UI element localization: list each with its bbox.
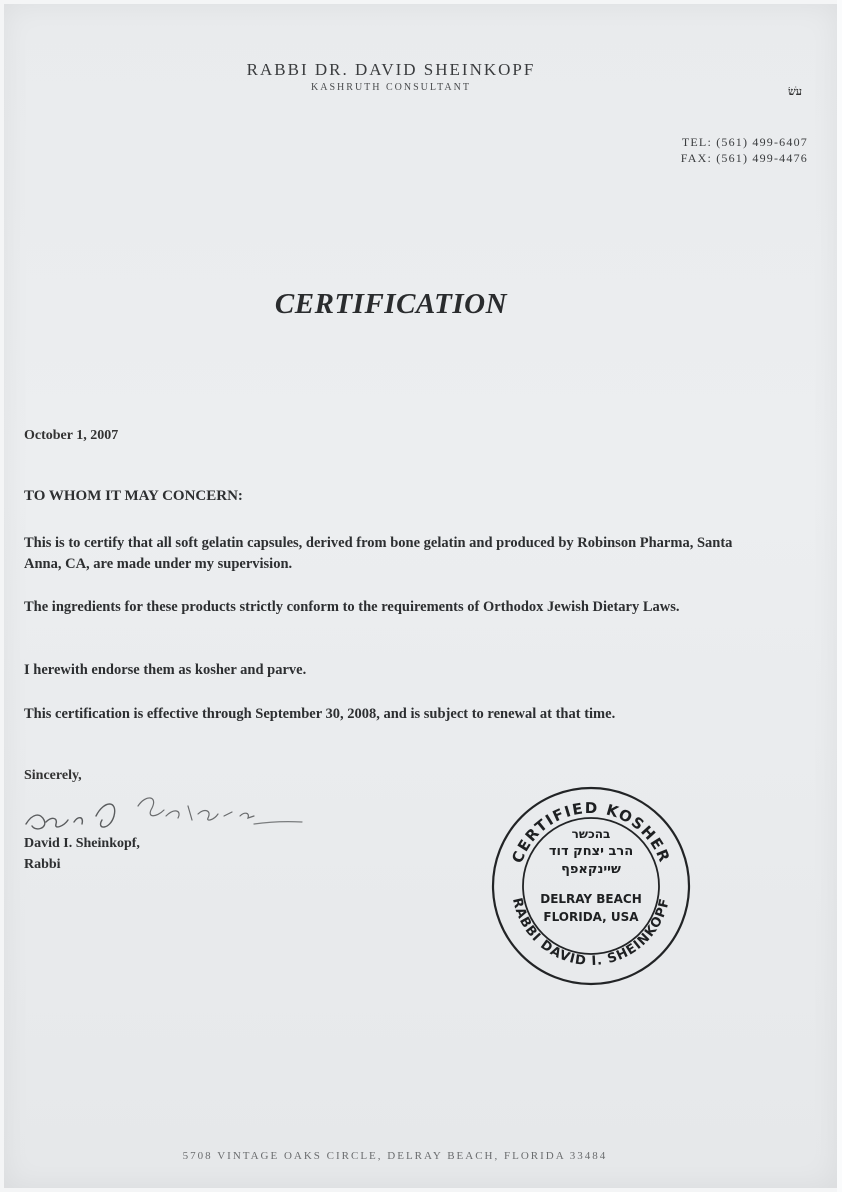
body-paragraph: The ingredients for these products strictly conform to the requirements of Orthodox Jewish Dietary Laws. [24,599,680,615]
letterhead-mark: עׂשׂ [788,86,803,98]
letterhead-title: KASHRUTH CONSULTANT [311,82,471,93]
body-paragraph: This certification is effective through September 30, 2008, and is subject to renewal at that time. [24,706,616,722]
letterhead-name: RABBI DR. DAVID SHEINKOPF [246,60,536,79]
stamp-hebrew-line2: הרב יצחק דוד [548,844,634,859]
kosher-seal-stamp [488,783,694,989]
letter-page [4,4,837,1188]
telephone-number: TEL: (561) 499-6407 [681,135,808,149]
signer-block [24,833,140,875]
body-paragraph: I herewith endorse them as kosher and parve. [24,662,307,678]
stamp-region: FLORIDA, USA [543,910,639,924]
stamp-top-arc: CERTIFIED KOSHER [508,798,674,866]
salutation: TO WHOM IT MAY CONCERN: [24,488,243,504]
closing: Sincerely, [24,768,82,783]
letter-date: October 1, 2007 [24,428,119,443]
body-paragraph: This is to certify that all soft gelatin capsules, derived from bone gelatin and produced by Robinson Pharma, Santa Anna, CA, are made under my supervision. [24,535,733,572]
fax-number: FAX: (561) 499-4476 [680,151,808,165]
signer-title: Rabbi [24,857,61,872]
document-title: CERTIFICATION [274,288,508,320]
signer-name: David I. Sheinkopf, [24,836,140,851]
stamp-city: DELRAY BEACH [540,892,642,906]
page-edge [837,0,842,1192]
stamp-hebrew-line3: שיינקאפף [561,862,621,877]
footer-address: 5708 VINTAGE OAKS CIRCLE, DELRAY BEACH, FLORIDA 33484 [182,1150,608,1162]
stamp-bottom-arc: RABBI DAVID I. SHEINKOPF [508,896,673,970]
contact-block [681,134,808,166]
stamp-hebrew-line1: בהכשר [571,827,611,841]
